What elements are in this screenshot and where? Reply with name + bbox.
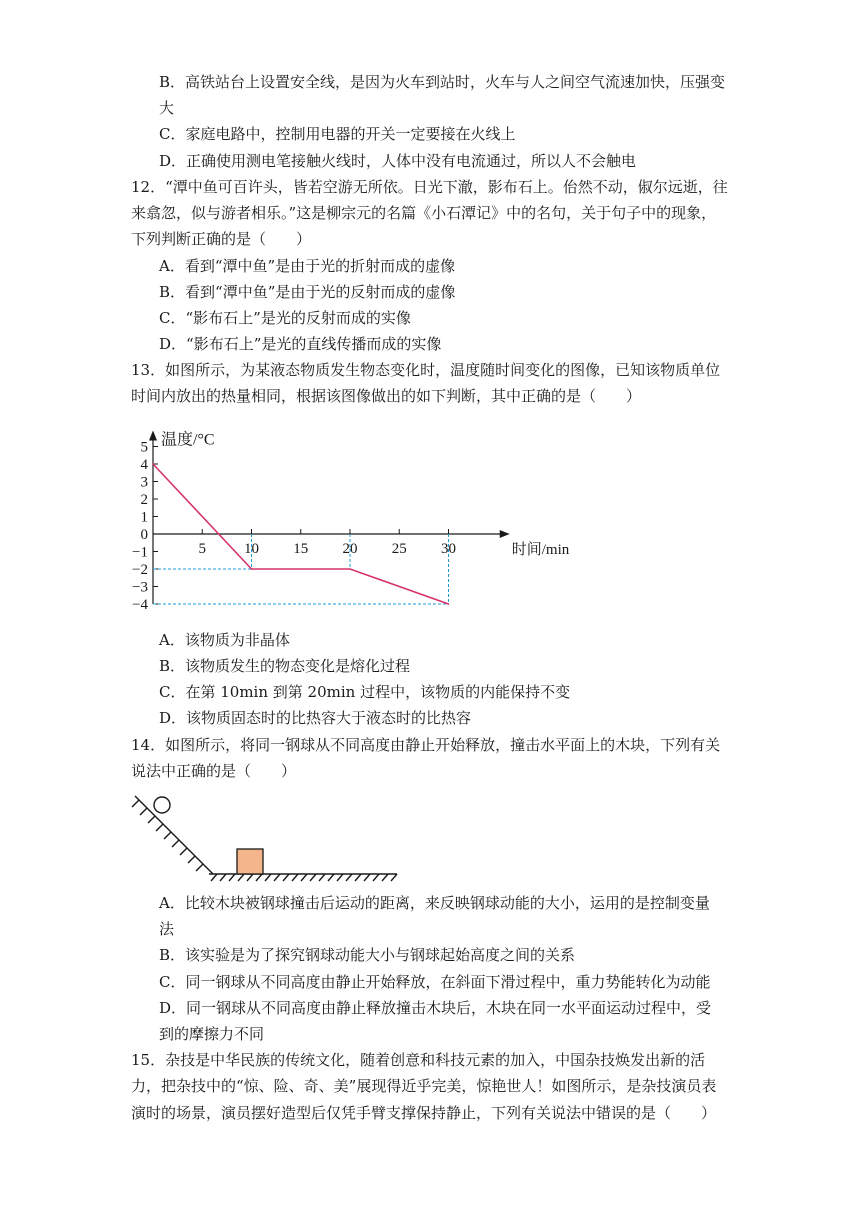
q15-stem-line1: 15．杂技是中华民族的传统文化，随着创意和科技元素的加入，中国杂技焕发出新的活: [131, 1051, 706, 1069]
q13-stem-line2: 时间内放出的热量相同，根据该图像做出的如下判断，其中正确的是（ ）: [131, 387, 642, 405]
y-tick-label: 4: [140, 457, 148, 473]
x-axis-arrow: [500, 530, 510, 538]
y-tick-label: −4: [132, 597, 148, 613]
q12-option-a: A．看到“潭中鱼”是由于光的折射而成的虚像: [159, 257, 456, 275]
q12-option-b: B．看到“潭中鱼”是由于光的反射而成的虚像: [159, 283, 456, 301]
y-tick-label: 1: [140, 509, 148, 526]
q14-stem-line2: 说法中正确的是（ ）: [131, 762, 297, 780]
y-tick-label: 0: [140, 527, 148, 543]
q11-option-d: D．正确使用测电笔接触火线时，人体中没有电流通过，所以人不会触电: [159, 152, 637, 170]
q12-stem-line1: 12．“潭中鱼可百许头，皆若空游无所依。日光下澈，影布石上。佁然不动，俶尔远逝，往: [131, 178, 728, 196]
y-axis-arrow: [149, 431, 157, 441]
data-point: [448, 603, 450, 605]
q12-option-c: C．“影布石上”是光的反射而成的实像: [159, 309, 411, 327]
q14-option-d-line1: D．同一钢球从不同高度由静止释放撞击木块后，木块在同一水平面运动过程中，受: [159, 999, 712, 1017]
y-tick-label: −1: [132, 544, 148, 561]
data-point: [251, 568, 253, 570]
ramp-ball-block-diagram: [125, 786, 400, 886]
q14-option-a-line1: A．比较木块被钢球撞击后运动的距离，来反映钢球动能的大小，运用的是控制变量: [159, 894, 710, 912]
x-tick-label: 25: [391, 541, 407, 557]
q13-option-b: B．该物质发生的物态变化是熔化过程: [159, 657, 411, 675]
x-tick-label: 10: [244, 541, 259, 557]
q14-option-c: C．同一钢球从不同高度由静止开始释放，在斜面下滑过程中，重力势能转化为动能: [159, 973, 711, 991]
x-tick-label: 15: [293, 541, 309, 557]
q13-option-c: C．在第 10min 到第 20min 过程中，该物质的内能保持不变: [159, 683, 571, 701]
steel-ball: [154, 797, 170, 813]
x-tick-label: 5: [198, 541, 206, 557]
x-tick-label: 20: [342, 541, 358, 557]
wooden-block: [237, 849, 263, 874]
data-point: [152, 463, 154, 465]
y-tick-label: 5: [140, 439, 148, 456]
q14-option-b: B．该实验是为了探究钢球动能大小与钢球起始高度之间的关系: [159, 946, 576, 964]
temperature-time-chart: [128, 408, 570, 618]
y-tick-label: −2: [132, 562, 148, 578]
q14-option-d-line2: 到的摩擦力不同: [159, 1025, 265, 1043]
q12-stem-line2: 来翕忽，似与游者相乐。”这是柳宗元的名篇《小石潭记》中的名句，关于句子中的现象，: [131, 204, 717, 222]
q14-option-a-line2: 法: [159, 920, 175, 938]
q13-option-d: D．该物质固态时的比热容大于液态时的比热容: [159, 709, 472, 727]
x-tick-label: 30: [441, 541, 456, 557]
q14-stem-line1: 14．如图所示，将同一钢球从不同高度由静止开始释放，撞击水平面上的木块，下列有关: [131, 736, 721, 754]
q11-option-b-line1: B．高铁站台上设置安全线，是因为火车到站时，火车与人之间空气流速加快，压强变: [159, 73, 726, 91]
q13-stem-line1: 13．如图所示，为某液态物质发生物态变化时，温度随时间变化的图像，已知该物质单位: [131, 361, 721, 379]
data-point: [349, 568, 351, 570]
q15-stem-line2: 力，把杂技中的“惊、险、奇、美”展现得近乎完美，惊艳世人！如图所示，是杂技演员表: [131, 1077, 717, 1095]
q13-option-a: A．该物质为非晶体: [159, 631, 290, 649]
q12-stem-line3: 下列判断正确的是（ ）: [131, 230, 312, 248]
y-tick-label: 3: [140, 474, 148, 491]
q12-option-d: D．“影布石上”是光的直线传播而成的实像: [159, 335, 442, 353]
y-axis-label: 温度/°C: [161, 431, 215, 449]
q11-option-c: C．家庭电路中，控制用电器的开关一定要接在火线上: [159, 125, 516, 143]
x-axis-label: 时间/min: [511, 542, 570, 558]
ground-hatching: [211, 874, 397, 881]
y-tick-label: −3: [132, 579, 148, 596]
q11-option-b-line2: 大: [159, 99, 175, 117]
q15-stem-line3: 演时的场景，演员摆好造型后仅凭手臂支撑保持静止，下列有关说法中错误的是（ ）: [131, 1104, 717, 1122]
y-tick-label: 2: [140, 492, 148, 508]
